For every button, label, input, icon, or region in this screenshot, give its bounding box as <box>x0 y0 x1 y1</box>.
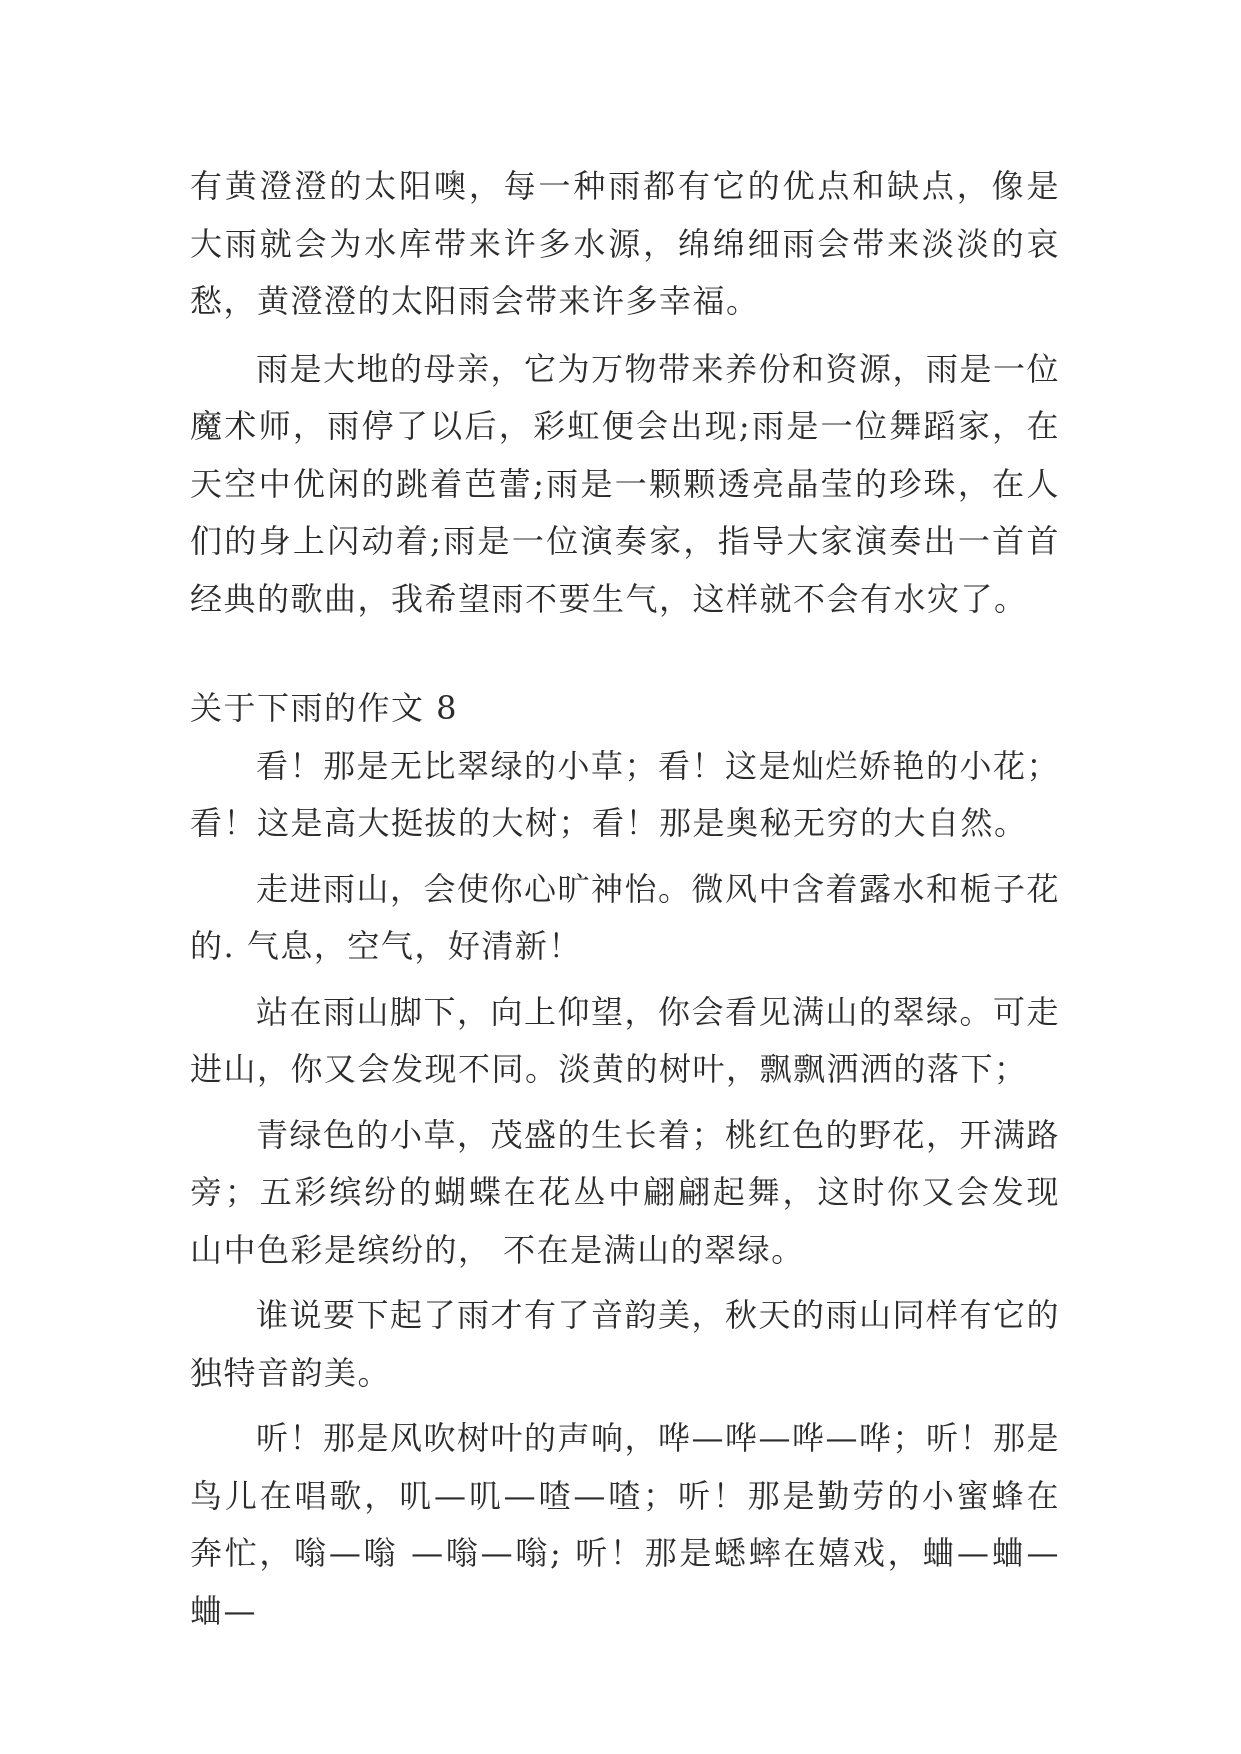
document-body <box>190 158 1060 1648</box>
paragraph-listen: 听！那是风吹树叶的声响，哗—哗—哗—哗；听！那是鸟儿在唱歌，叽—叽—喳—喳；听！那是勤劳的小蜜蜂在奔忙，嗡—嗡 —嗡—嗡; 听！那是蟋蟀在嬉戏，蛐—蛐—蛐— <box>190 1419 1061 1630</box>
paragraph-continuation: 有黄澄澄的太阳噢，每一种雨都有它的优点和缺点，像是大雨就会为水库带来许多水源，绵绵细雨会带来淡淡的哀愁，黄澄澄的太阳雨会带来许多幸福。 <box>190 167 1060 320</box>
paragraph-enter-mountain: 走进雨山，会使你心旷神怡。微风中含着露水和栀子花的. 气息，空气，好清新！ <box>190 869 1061 965</box>
paragraph-rhythm: 谁说要下起了雨才有了音韵美，秋天的雨山同样有它的独特音韵美。 <box>190 1296 1061 1392</box>
paragraph-look: 看！那是无比翠绿的小草；看！这是灿烂娇艳的小花；看！这是高大挺拔的大树；看！那是奥秘无穷的大自然。 <box>190 746 1061 842</box>
paragraph-colors: 青绿色的小草，茂盛的生长着；桃红色的野花，开满路旁；五彩缤纷的蝴蝶在花丛中翩翩起舞，这时你又会发现山中色彩是缤纷的， 不在是满山的翠绿。 <box>190 1115 1061 1269</box>
paragraph-rain-metaphors: 雨是大地的母亲，它为万物带来养份和资源，雨是一位魔术师，雨停了以后，彩虹便会出现;雨是一位舞蹈家，在天空中优闲的跳着芭蕾;雨是一颗颗透亮晶莹的珍珠，在人们的身上闪动着;雨是一位演奏家，指导大家演奏出一首首经典的歌曲，我希望雨不要生气，这样就不会有水灾了。 <box>190 349 1061 618</box>
section-title: 关于下雨的作文 8 <box>190 689 459 727</box>
paragraph-foot-of-mountain: 站在雨山脚下，向上仰望，你会看见满山的翠绿。可走进山，你又会发现不同。淡黄的树叶，飘飘洒洒的落下； <box>190 992 1061 1088</box>
